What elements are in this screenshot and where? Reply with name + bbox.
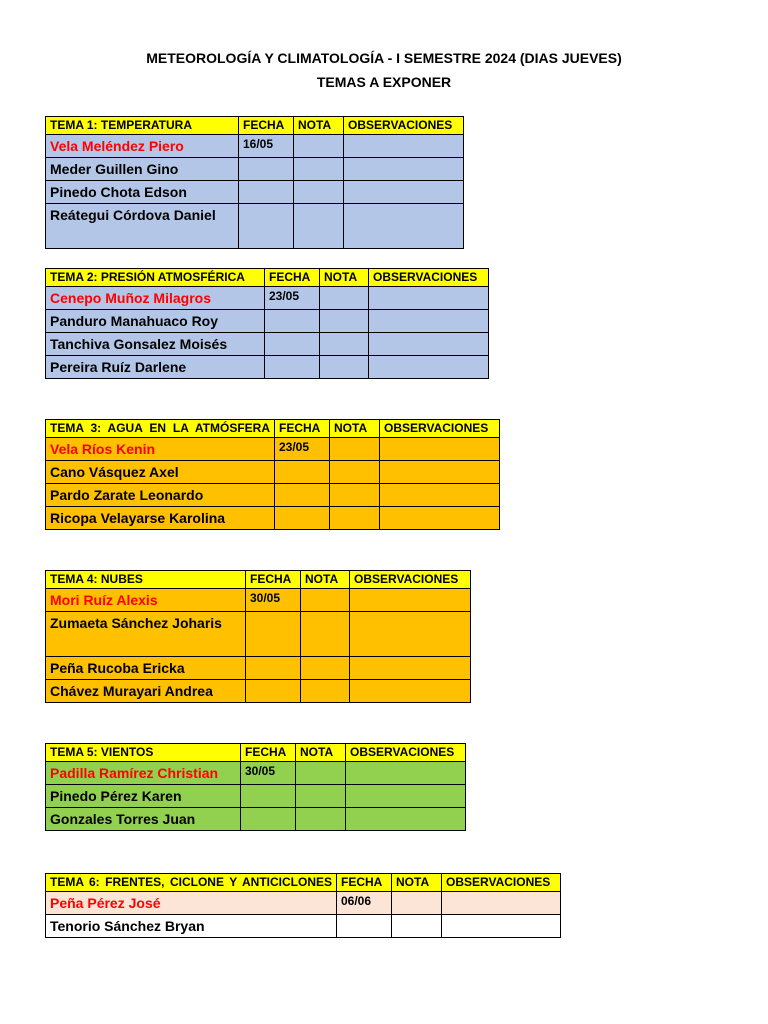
student-name: Peña Pérez José: [46, 892, 337, 915]
nota-header: NOTA: [392, 874, 442, 892]
table-row: [46, 204, 464, 249]
topic-4-table: [45, 570, 471, 703]
student-name: Panduro Manahuaco Roy: [46, 310, 265, 333]
observations-cell: [346, 762, 466, 785]
nota-header: NOTA: [296, 744, 346, 762]
student-name: Pinedo Chota Edson: [46, 181, 239, 204]
date-cell: [265, 333, 320, 356]
observations-cell: [442, 915, 561, 938]
fecha-header: FECHA: [241, 744, 296, 762]
date-cell: [275, 484, 330, 507]
grade-cell: [296, 762, 346, 785]
grade-cell: [320, 310, 369, 333]
date-cell: 23/05: [265, 287, 320, 310]
student-name: Vela Meléndez Piero: [46, 135, 239, 158]
observaciones-header: OBSERVACIONES: [442, 874, 561, 892]
table-row: [46, 181, 464, 204]
date-cell: 16/05: [239, 135, 294, 158]
fecha-header: FECHA: [265, 269, 320, 287]
student-name: Peña Rucoba Ericka: [46, 657, 246, 680]
date-cell: 30/05: [241, 762, 296, 785]
observations-cell: [369, 333, 489, 356]
grade-cell: [294, 158, 344, 181]
grade-cell: [330, 484, 380, 507]
table-row: [46, 785, 466, 808]
observations-cell: [344, 158, 464, 181]
student-name: Chávez Murayari Andrea: [46, 680, 246, 703]
topic-3-table: [45, 419, 500, 530]
topic-2-title: TEMA 2: PRESIÓN ATMOSFÉRICA: [46, 269, 265, 287]
observations-cell: [350, 589, 471, 612]
observations-cell: [346, 808, 466, 831]
student-name: Tanchiva Gonsalez Moisés: [46, 333, 265, 356]
observaciones-header: OBSERVACIONES: [369, 269, 489, 287]
grade-cell: [301, 589, 350, 612]
date-cell: [241, 808, 296, 831]
observations-cell: [380, 484, 500, 507]
grade-cell: [301, 680, 350, 703]
observaciones-header: OBSERVACIONES: [344, 117, 464, 135]
student-name: Pinedo Pérez Karen: [46, 785, 241, 808]
observations-cell: [369, 310, 489, 333]
student-name: Padilla Ramírez Christian: [46, 762, 241, 785]
observations-cell: [344, 181, 464, 204]
table-row: [46, 657, 471, 680]
table-row: [46, 287, 489, 310]
date-cell: [275, 507, 330, 530]
student-name: Zumaeta Sánchez Joharis: [46, 612, 246, 657]
student-name: Vela Ríos Kenin: [46, 438, 275, 461]
observations-cell: [350, 680, 471, 703]
grade-cell: [296, 785, 346, 808]
date-cell: [246, 680, 301, 703]
date-cell: [241, 785, 296, 808]
table-row: [46, 589, 471, 612]
table-row: [46, 507, 500, 530]
table-row: [46, 915, 561, 938]
date-cell: [265, 356, 320, 379]
observations-cell: [350, 657, 471, 680]
grade-cell: [301, 612, 350, 657]
date-cell: 30/05: [246, 589, 301, 612]
fecha-header: FECHA: [246, 571, 301, 589]
student-name: Mori Ruíz Alexis: [46, 589, 246, 612]
grade-cell: [330, 438, 380, 461]
table-row: [46, 612, 471, 657]
topic-6-title: TEMA 6: FRENTES, CICLONE Y ANTICICLONES: [46, 874, 337, 892]
grade-cell: [330, 461, 380, 484]
observations-cell: [442, 892, 561, 915]
observaciones-header: OBSERVACIONES: [350, 571, 471, 589]
grade-cell: [301, 657, 350, 680]
student-name: Cano Vásquez Axel: [46, 461, 275, 484]
nota-header: NOTA: [301, 571, 350, 589]
table-row: [46, 135, 464, 158]
student-name: Meder Guillen Gino: [46, 158, 239, 181]
topic-5-table: [45, 743, 466, 831]
student-name: Pardo Zarate Leonardo: [46, 484, 275, 507]
student-name: Ricopa Velayarse Karolina: [46, 507, 275, 530]
document-title: METEOROLOGÍA Y CLIMATOLOGÍA - I SEMESTRE 2024 (DIAS JUEVES): [146, 50, 622, 66]
fecha-header: FECHA: [239, 117, 294, 135]
observations-cell: [369, 356, 489, 379]
grade-cell: [392, 915, 442, 938]
topic-2-table: [45, 268, 489, 379]
grade-cell: [330, 507, 380, 530]
table-row: [46, 158, 464, 181]
date-cell: [265, 310, 320, 333]
nota-header: NOTA: [330, 420, 380, 438]
grade-cell: [294, 181, 344, 204]
grade-cell: [320, 356, 369, 379]
date-cell: [239, 158, 294, 181]
table-row: [46, 438, 500, 461]
date-cell: [275, 461, 330, 484]
date-cell: [239, 204, 294, 249]
grade-cell: [296, 808, 346, 831]
grade-cell: [320, 287, 369, 310]
topic-3-title: TEMA 3: AGUA EN LA ATMÓSFERA: [46, 420, 275, 438]
observations-cell: [346, 785, 466, 808]
grade-cell: [392, 892, 442, 915]
table-row: [46, 356, 489, 379]
grade-cell: [294, 135, 344, 158]
topic-4-title: TEMA 4: NUBES: [46, 571, 246, 589]
date-cell: [246, 612, 301, 657]
topic-1-table: [45, 116, 464, 249]
observations-cell: [380, 461, 500, 484]
table-row: [46, 484, 500, 507]
date-cell: [337, 915, 392, 938]
table-row: [46, 762, 466, 785]
table-row: [46, 310, 489, 333]
grade-cell: [320, 333, 369, 356]
observations-cell: [369, 287, 489, 310]
fecha-header: FECHA: [337, 874, 392, 892]
document-subtitle: TEMAS A EXPONER: [316, 74, 452, 90]
observations-cell: [380, 507, 500, 530]
student-name: Gonzales Torres Juan: [46, 808, 241, 831]
table-row: [46, 333, 489, 356]
student-name: Pereira Ruíz Darlene: [46, 356, 265, 379]
table-row: [46, 461, 500, 484]
student-name: Tenorio Sánchez Bryan: [46, 915, 337, 938]
fecha-header: FECHA: [275, 420, 330, 438]
observations-cell: [344, 135, 464, 158]
topic-1-title: TEMA 1: TEMPERATURA: [46, 117, 239, 135]
student-name: Cenepo Muñoz Milagros: [46, 287, 265, 310]
table-row: [46, 808, 466, 831]
nota-header: NOTA: [320, 269, 369, 287]
date-cell: 06/06: [337, 892, 392, 915]
observaciones-header: OBSERVACIONES: [380, 420, 500, 438]
nota-header: NOTA: [294, 117, 344, 135]
observaciones-header: OBSERVACIONES: [346, 744, 466, 762]
grade-cell: [294, 204, 344, 249]
date-cell: [246, 657, 301, 680]
table-row: [46, 892, 561, 915]
table-row: [46, 680, 471, 703]
topic-5-title: TEMA 5: VIENTOS: [46, 744, 241, 762]
date-cell: [239, 181, 294, 204]
date-cell: 23/05: [275, 438, 330, 461]
observations-cell: [344, 204, 464, 249]
observations-cell: [350, 612, 471, 657]
topic-6-table: [45, 873, 561, 938]
student-name: Reátegui Córdova Daniel: [46, 204, 239, 249]
observations-cell: [380, 438, 500, 461]
